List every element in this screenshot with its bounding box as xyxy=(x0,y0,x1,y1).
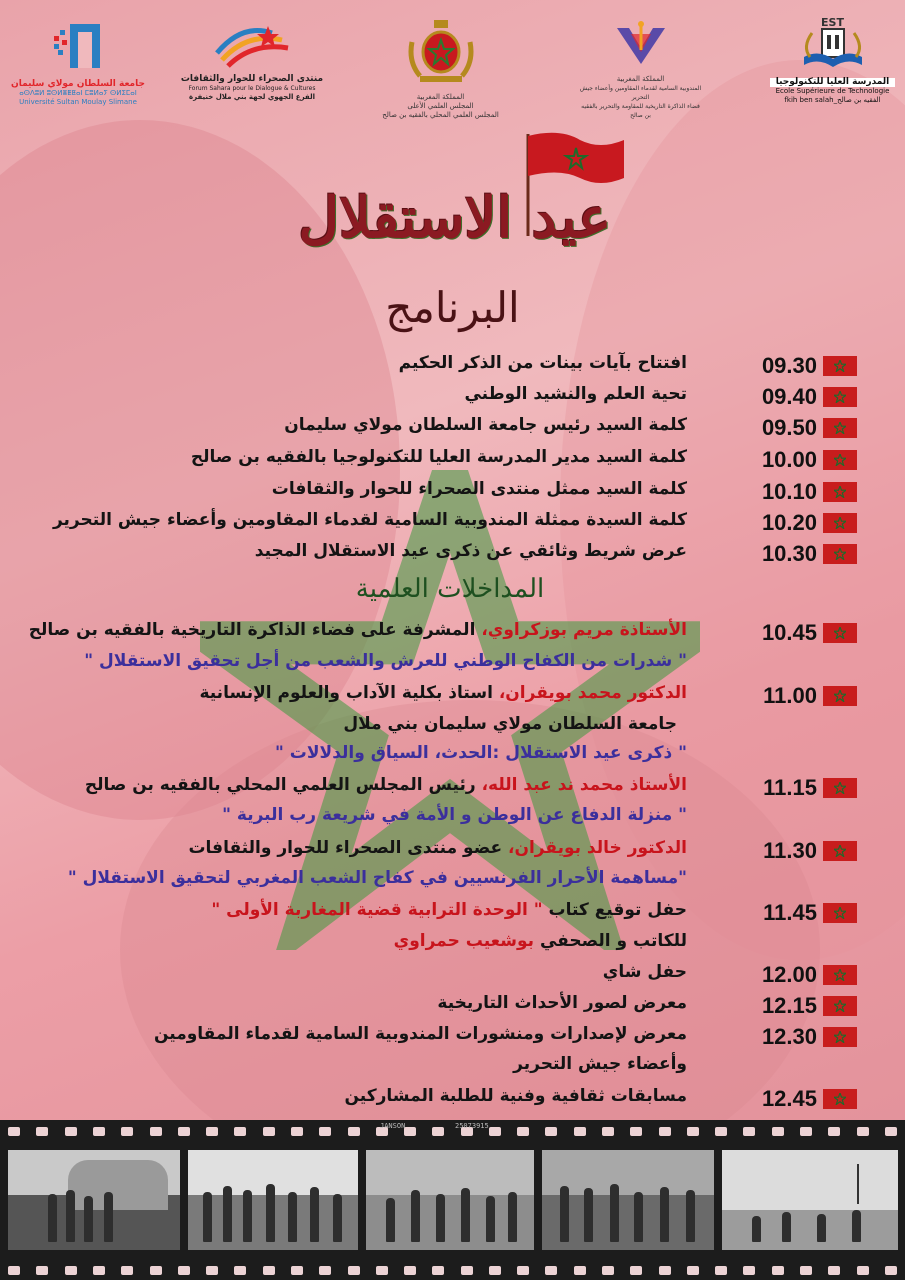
historical-photo xyxy=(188,1150,358,1250)
program-row xyxy=(60,384,857,410)
talk-role: استاذ بكلية الآداب والعلوم الإنسانية xyxy=(199,683,499,703)
program-row xyxy=(60,1024,857,1080)
program-row xyxy=(60,415,857,441)
book-author-prefix: للكاتب و الصحفي xyxy=(534,931,687,951)
forum-name-ar: منتدى الصحراء للحوار والثقافات xyxy=(180,74,324,84)
program-row xyxy=(60,1086,857,1112)
program-text: كلمة السيدة ممثلة المندوبية السامية لقدماء المقاومين وأعضاء جيش التحرير xyxy=(52,510,687,530)
program-time: 10.30 xyxy=(761,541,817,566)
flag-bullet-icon xyxy=(823,996,857,1016)
program-row xyxy=(60,353,857,379)
flag-bullet-icon xyxy=(823,965,857,985)
book-line-2 xyxy=(394,931,687,951)
talk-row xyxy=(60,775,857,835)
film-mark: JANSON xyxy=(380,1122,406,1130)
program-heading: البرنامج xyxy=(385,283,520,332)
flag-bullet-icon xyxy=(823,513,857,533)
forum-branch-ar: الفرع الجهوي لجهة بني ملال خنيفرة xyxy=(189,93,315,101)
est-abbr: EST xyxy=(821,16,844,29)
flag-bullet-icon xyxy=(823,1027,857,1047)
film-mark: 25073915 xyxy=(455,1122,489,1130)
est-name-ar: المدرسة العليا للتكنولوجيا xyxy=(770,78,895,87)
program-text: تحية العلم والنشيد الوطني xyxy=(464,384,687,404)
talk-speaker-line xyxy=(199,683,687,703)
forum-name-fr: Forum Sahara pour le Dialogue & Cultures xyxy=(188,85,316,92)
talk-speaker: الدكتور خالد بويقران، xyxy=(507,838,687,858)
talk-speaker-line xyxy=(29,620,687,640)
flag-bullet-icon xyxy=(823,418,857,438)
book-time: 11.45 xyxy=(763,900,817,925)
flag-bullet-icon xyxy=(823,450,857,470)
talk-time: 10.45 xyxy=(761,620,817,645)
est-city: fkih ben salah_الفقيه بن صالح xyxy=(784,96,881,104)
talk-speaker: الدكتور محمد بويقران، xyxy=(498,683,687,703)
program-time: 10.10 xyxy=(761,479,817,504)
program-text: افتتاح بآيات بينات من الذكر الحكيم xyxy=(398,353,687,373)
program-time: 09.50 xyxy=(761,415,817,440)
talk-role-2: جامعة السلطان مولاي سليمان بني ملال xyxy=(343,714,677,734)
program-row xyxy=(60,541,857,567)
hcp-logo xyxy=(578,18,703,120)
program-time: 12.45 xyxy=(761,1086,817,1111)
flag-bullet-icon xyxy=(823,841,857,861)
page-title: عيد الاستقلال xyxy=(298,185,612,251)
program-text: عرض شريط وثائقي عن ذكرى عيد الاستقلال المجيد xyxy=(254,541,687,561)
program-row xyxy=(60,479,857,505)
flag-bullet-icon xyxy=(823,778,857,798)
talk-role: عضو منتدى الصحراء للحوار والثقافات xyxy=(188,838,508,858)
book-title: " الوحدة الترابية قضية المغاربة الأولى " xyxy=(211,900,543,920)
hcp-kingdom-ar: المملكة المغربية xyxy=(616,75,665,83)
talk-row xyxy=(28,620,857,680)
historical-photo xyxy=(8,1150,180,1250)
hcp-space-ar: فضاء الذاكرة التاريخية للمقاومة والتحرير بالفقيه بن صالح xyxy=(581,103,700,119)
talk-time: 11.15 xyxy=(763,775,817,800)
book-prefix: حفل توقيع كتاب xyxy=(542,900,687,920)
program-row xyxy=(60,962,857,988)
talk-speaker: الأستاذة مريم بوزكراوي، xyxy=(481,620,687,640)
program-text: معرض لصور الأحداث التاريخية xyxy=(437,993,687,1013)
forum-emblem-icon xyxy=(212,18,292,68)
university-name-ar: جامعة السلطان مولاي سليمان xyxy=(11,79,145,89)
forum-logo xyxy=(172,18,332,102)
royal-coat-of-arms-icon xyxy=(406,18,476,86)
film-sprocket-holes xyxy=(0,1124,905,1138)
program-text: كلمة السيد مدير المدرسة العليا للتكنولوجيا بالفقيه بن صالح xyxy=(190,447,687,467)
hcp-emblem-icon xyxy=(611,18,671,68)
program-text-2: وأعضاء جيش التحرير xyxy=(513,1054,687,1074)
talk-time: 11.30 xyxy=(763,838,817,863)
program-time: 12.00 xyxy=(761,962,817,987)
program-text: معرض لإصدارات ومنشورات المندوبية السامية لقدماء المقاومين xyxy=(153,1024,687,1044)
flag-bullet-icon xyxy=(823,544,857,564)
historical-photo xyxy=(542,1150,714,1250)
hcp-name-ar: المندوبية السامية لقدماء المقاومين وأعضاء جيش التحرير xyxy=(579,85,702,101)
program-row xyxy=(60,993,857,1019)
program-text: كلمة السيد ممثل منتدى الصحراء للحوار والثقافات xyxy=(271,479,687,499)
flag-bullet-icon xyxy=(823,356,857,376)
book-author: بوشعيب حمراوي xyxy=(393,931,535,951)
film-strip xyxy=(0,1120,905,1280)
program-time: 09.40 xyxy=(761,384,817,409)
talk-role: رئيس المجلس العلمي المحلي بالفقيه بن صالح xyxy=(84,775,482,795)
est-book-icon xyxy=(798,27,868,71)
talk-row xyxy=(60,683,857,773)
flag-bullet-icon xyxy=(823,482,857,502)
program-time: 10.20 xyxy=(761,510,817,535)
program-time: 12.30 xyxy=(761,1024,817,1049)
program-time: 10.00 xyxy=(761,447,817,472)
university-name-tz: ⴰⵙⴷⵓⵍ ⵓⵙⵍⴻⵟⵟⴰⵏ ⵎⵓⵍⴰⵢ ⵙⵍⵉⵎⴰⵏ xyxy=(19,89,137,97)
talk-row xyxy=(60,838,857,898)
council-name-ar: المجلس العلمي الأعلى xyxy=(407,102,474,110)
talk-role: المشرفة على فضاء الذاكرة التاريخية بالفقيه بن صالح xyxy=(28,620,482,640)
university-name-fr: Université Sultan Moulay Slimane xyxy=(19,98,137,106)
talk-topic: "مساهمة الأحرار الفرنسيين في كفاح الشعب المغربي لتحقيق الاستقلال " xyxy=(67,868,687,888)
film-sprocket-holes xyxy=(0,1263,905,1277)
local-council-ar: المجلس العلمي المحلي بالفقيه بن صالح xyxy=(382,111,499,119)
program-time: 09.30 xyxy=(761,353,817,378)
university-logo xyxy=(8,18,148,107)
book-signing-row xyxy=(60,900,857,960)
kingdom-emblem xyxy=(378,18,503,120)
flag-bullet-icon xyxy=(823,686,857,706)
talk-topic: " ذكرى عيد الاستقلال :الحدث، السياق والدلالات " xyxy=(275,743,687,763)
program-text: كلمة السيد رئيس جامعة السلطان مولاي سليمان xyxy=(284,415,687,435)
program-row xyxy=(52,510,857,536)
section-title: المداخلات العلمية xyxy=(355,574,545,604)
talk-speaker: الأستاذ محمد ند عبد الله، xyxy=(481,775,687,795)
talk-speaker-line xyxy=(188,838,687,858)
talk-topic: " شدرات من الكفاح الوطني للعرش والشعب من أجل تحقيق الاستقلال " xyxy=(84,651,687,671)
program-text: حفل شاي xyxy=(602,962,687,982)
flag-bullet-icon xyxy=(823,623,857,643)
program-row xyxy=(60,447,857,473)
flag-bullet-icon xyxy=(823,1089,857,1109)
flag-bullet-icon xyxy=(823,387,857,407)
talk-time: 11.00 xyxy=(763,683,817,708)
talk-topic: " منزلة الدفاع عن الوطن و الأمة في شريعة رب البرية " xyxy=(222,805,687,825)
est-logo xyxy=(770,18,895,105)
kingdom-name-ar: المملكة المغربية xyxy=(416,93,465,101)
program-time: 12.15 xyxy=(761,993,817,1018)
program-text: مسابقات ثقافية وفنية للطلبة المشاركين xyxy=(344,1086,687,1106)
historical-photo xyxy=(366,1150,534,1250)
book-line-1 xyxy=(211,900,687,920)
est-name-fr: Ecole Supérieure de Technologie xyxy=(775,87,890,95)
historical-photo xyxy=(722,1150,898,1250)
university-emblem-icon xyxy=(48,18,108,73)
flag-bullet-icon xyxy=(823,903,857,923)
talk-speaker-line xyxy=(85,775,687,795)
